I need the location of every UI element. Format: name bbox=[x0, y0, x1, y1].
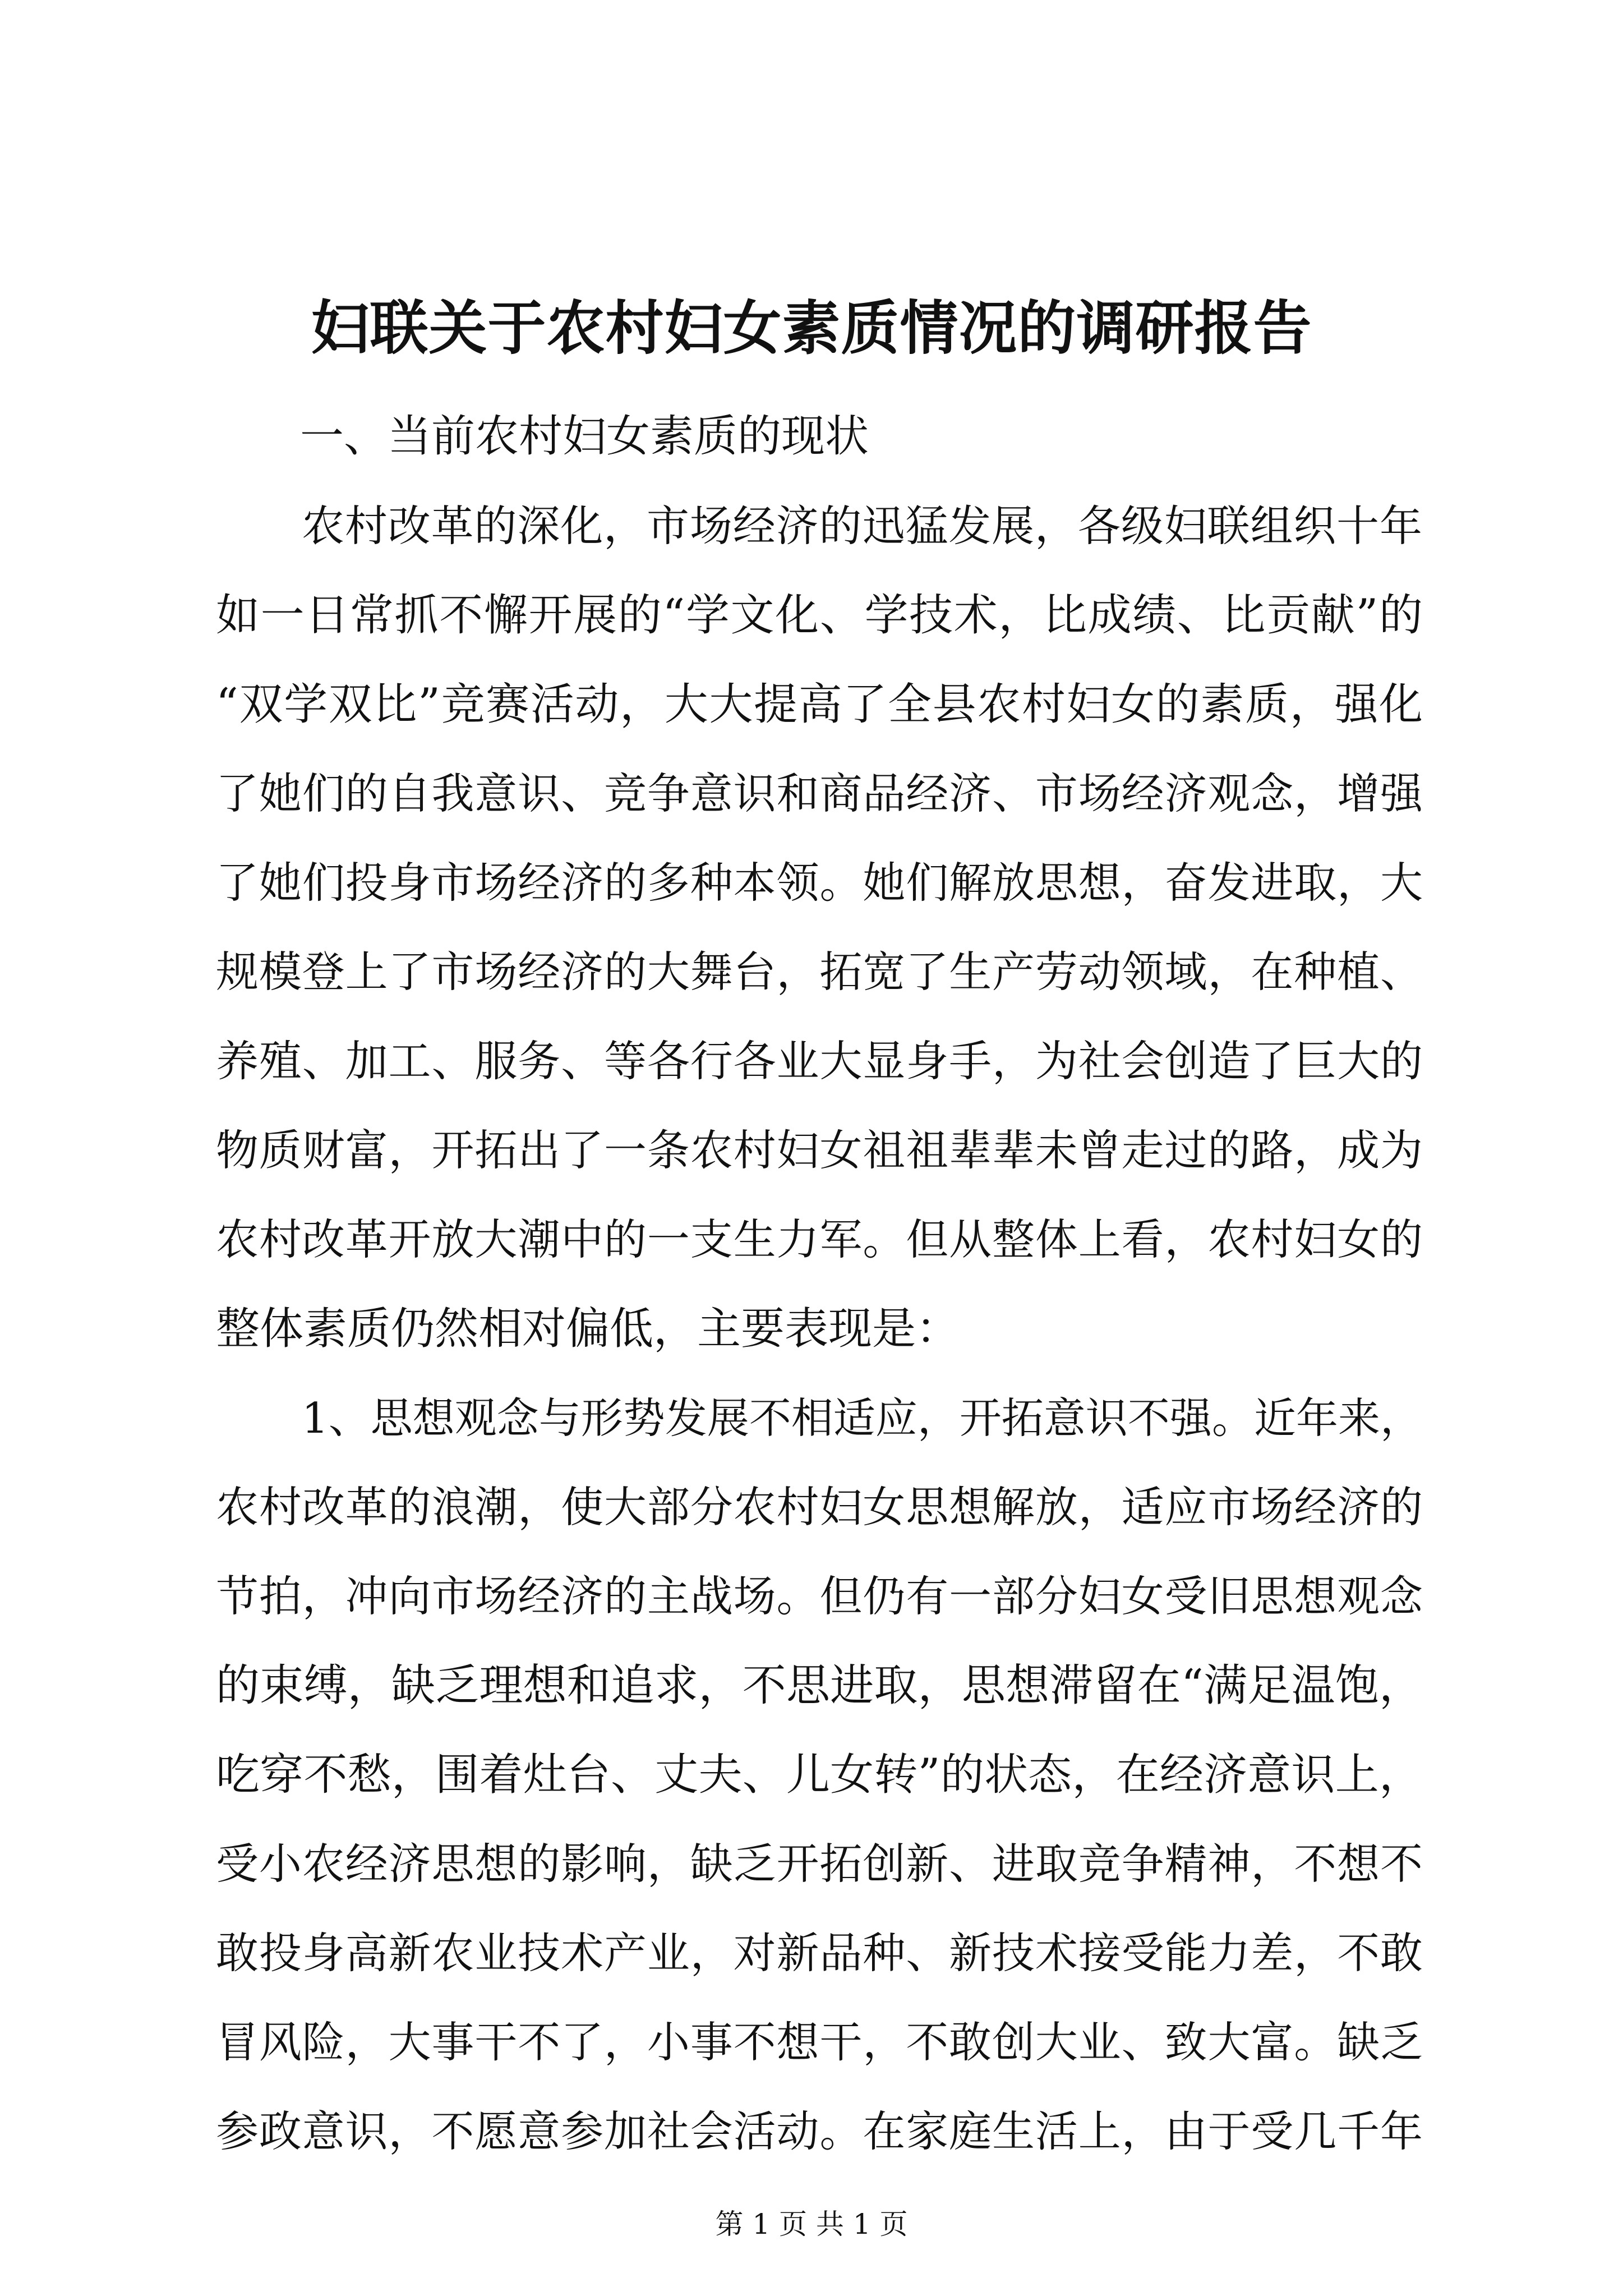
section-heading: 一、当前农村妇女素质的现状 bbox=[300, 411, 869, 462]
paragraph-line: 敢投身高新农业技术产业，对新品种、新技术接受能力差，不敢 bbox=[216, 1928, 1423, 1978]
paragraph-line: 养殖、加工、服务、等各行各业大显身手，为社会创造了巨大的 bbox=[216, 1036, 1423, 1086]
paragraph-line: 节拍，冲向市场经济的主战场。但仍有一部分妇女受旧思想观念 bbox=[216, 1571, 1423, 1621]
paragraph-line: 参政意识，不愿意参加社会活动。在家庭生活上，由于受几千年 bbox=[216, 2106, 1423, 2156]
paragraph-line: 整体素质仍然相对偏低，主要表现是： bbox=[216, 1304, 960, 1354]
paragraph-line: 农村改革的深化，市场经济的迅猛发展，各级妇联组织十年 bbox=[302, 501, 1422, 551]
document-title: 妇联关于农村妇女素质情况的调研报告 bbox=[311, 294, 1312, 362]
paragraph-line: 如一日常抓不懈开展的“学文化、学技术，比成绩、比贡献”的 bbox=[216, 590, 1423, 641]
paragraph-line: “双学双比”竞赛活动，大大提高了全县农村妇女的素质，强化 bbox=[216, 679, 1423, 730]
paragraph-line: 农村改革开放大潮中的一支生力军。但从整体上看，农村妇女的 bbox=[216, 1214, 1423, 1264]
paragraph-line: 冒风险，大事干不了，小事不想干，不敢创大业、致大富。缺乏 bbox=[216, 2017, 1423, 2067]
paragraph-line: 规模登上了市场经济的大舞台，拓宽了生产劳动领域，在种植、 bbox=[216, 947, 1423, 997]
paragraph-line: 了她们投身市场经济的多种本领。她们解放思想，奋发进取，大 bbox=[216, 858, 1423, 908]
paragraph-line: 农村改革的浪潮，使大部分农村妇女思想解放，适应市场经济的 bbox=[216, 1482, 1423, 1532]
paragraph-line: 物质财富，开拓出了一条农村妇女祖祖辈辈未曾走过的路，成为 bbox=[216, 1125, 1423, 1175]
paragraph-line: 受小农经济思想的影响，缺乏开拓创新、进取竞争精神，不想不 bbox=[216, 1839, 1423, 1889]
paragraph-line: 吃穿不愁，围着灶台、丈夫、儿女转”的状态，在经济意识上， bbox=[216, 1750, 1423, 1800]
paragraph-line: 了她们的自我意识、竞争意识和商品经济、市场经济观念，增强 bbox=[216, 769, 1423, 818]
paragraph-line: 1、思想观念与形势发展不相适应，开拓意识不强。近年来， bbox=[302, 1393, 1422, 1443]
page-footer: 第 1 页 共 1 页 bbox=[715, 2208, 908, 2240]
paragraph-line: 的束缚，缺乏理想和追求，不思进取，思想滞留在“满足温饱， bbox=[216, 1660, 1423, 1711]
